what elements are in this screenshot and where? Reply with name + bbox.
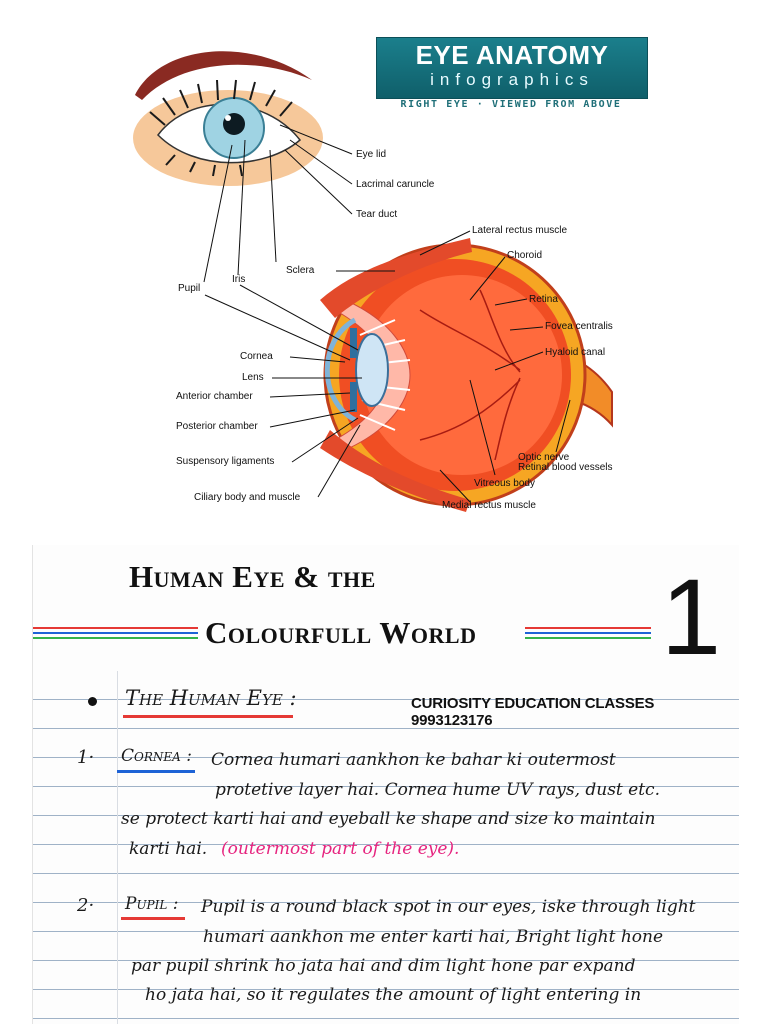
page-number: 1 <box>661 556 722 677</box>
text-line: ho jata hai, so it regulates the amount of light entering in <box>145 985 642 1005</box>
label-ciliary-body: Ciliary body and muscle <box>194 492 301 503</box>
item-number: 2· <box>77 895 95 916</box>
notebook-margin-line <box>117 671 118 1024</box>
label-lens: Lens <box>242 372 264 383</box>
label-medial-rectus: Medial rectus muscle <box>442 500 536 511</box>
label-retina: Retina <box>529 294 558 305</box>
label-iris: Iris <box>232 274 246 285</box>
label-cornea: Cornea <box>240 351 273 362</box>
label-tear-duct: Tear duct <box>356 209 398 220</box>
lens-shape <box>356 334 388 406</box>
iris-shape <box>350 328 357 358</box>
infographic-subtitle: infographics <box>430 70 594 89</box>
label-sclera: Sclera <box>286 265 315 276</box>
heading-line-2: Colourfull World <box>205 615 477 650</box>
infographic-title-box <box>376 37 648 99</box>
infographic-caption: RIGHT EYE · VIEWED FROM ABOVE <box>400 99 622 110</box>
term-cornea: Cornea : <box>121 746 192 766</box>
section-title: The Human Eye : <box>125 686 297 710</box>
label-vitreous-body: Vitreous body <box>474 478 535 489</box>
label-lacrimal-caruncle: Lacrimal caruncle <box>356 179 435 190</box>
term-cornea-underline <box>117 770 195 773</box>
brand-watermark: CURIOSITY EDUCATION CLASSES 9993123176 <box>411 695 655 729</box>
label-fovea: Fovea centralis <box>545 321 613 332</box>
text-line: se protect karti hai and eyeball ke shape and size ko maintain <box>121 809 656 829</box>
label-pupil: Pupil <box>178 283 201 294</box>
label-posterior-chamber: Posterior chamber <box>176 421 258 432</box>
label-suspensory-ligaments: Suspensory ligaments <box>176 456 275 467</box>
item-number: 1· <box>77 747 95 768</box>
infographic-title: EYE ANATOMY <box>415 40 609 70</box>
label-hyaloid: Hyaloid canal <box>545 347 606 358</box>
section-title-underline <box>123 715 293 718</box>
text-line: Cornea humari aankhon ke bahar ki outermost <box>211 750 616 770</box>
notebook-page <box>32 545 739 1024</box>
text-line: par pupil shrink ho jata hai and dim light hone par expand <box>131 956 636 976</box>
label-anterior-chamber: Anterior chamber <box>176 391 253 402</box>
term-pupil: Pupil : <box>125 894 179 914</box>
text-line: humari aankhon me enter karti hai, Bright light hone <box>203 927 664 947</box>
text-line: karti hai. <box>129 839 208 859</box>
label-optic-nerve: Optic nerve <box>518 452 570 463</box>
label-retinal-blood-vessels: Retinal blood vessels <box>518 462 613 473</box>
term-pupil-underline <box>121 917 185 920</box>
label-eye-lid: Eye lid <box>356 149 387 160</box>
text-line: protetive layer hai. Cornea hume UV rays, dust etc. <box>215 780 660 800</box>
bullet-dot <box>88 697 97 706</box>
heading-line-1: Human Eye & the <box>129 559 376 594</box>
label-lateral-rectus: Lateral rectus muscle <box>472 225 568 236</box>
decorative-stripes-right <box>525 627 651 641</box>
highlight-note: (outermost part of the eye). <box>221 839 460 859</box>
text-line: Pupil is a round black spot in our eyes, iske through light <box>201 897 696 917</box>
decorative-stripes-left <box>33 627 198 641</box>
label-choroid: Choroid <box>507 250 543 261</box>
